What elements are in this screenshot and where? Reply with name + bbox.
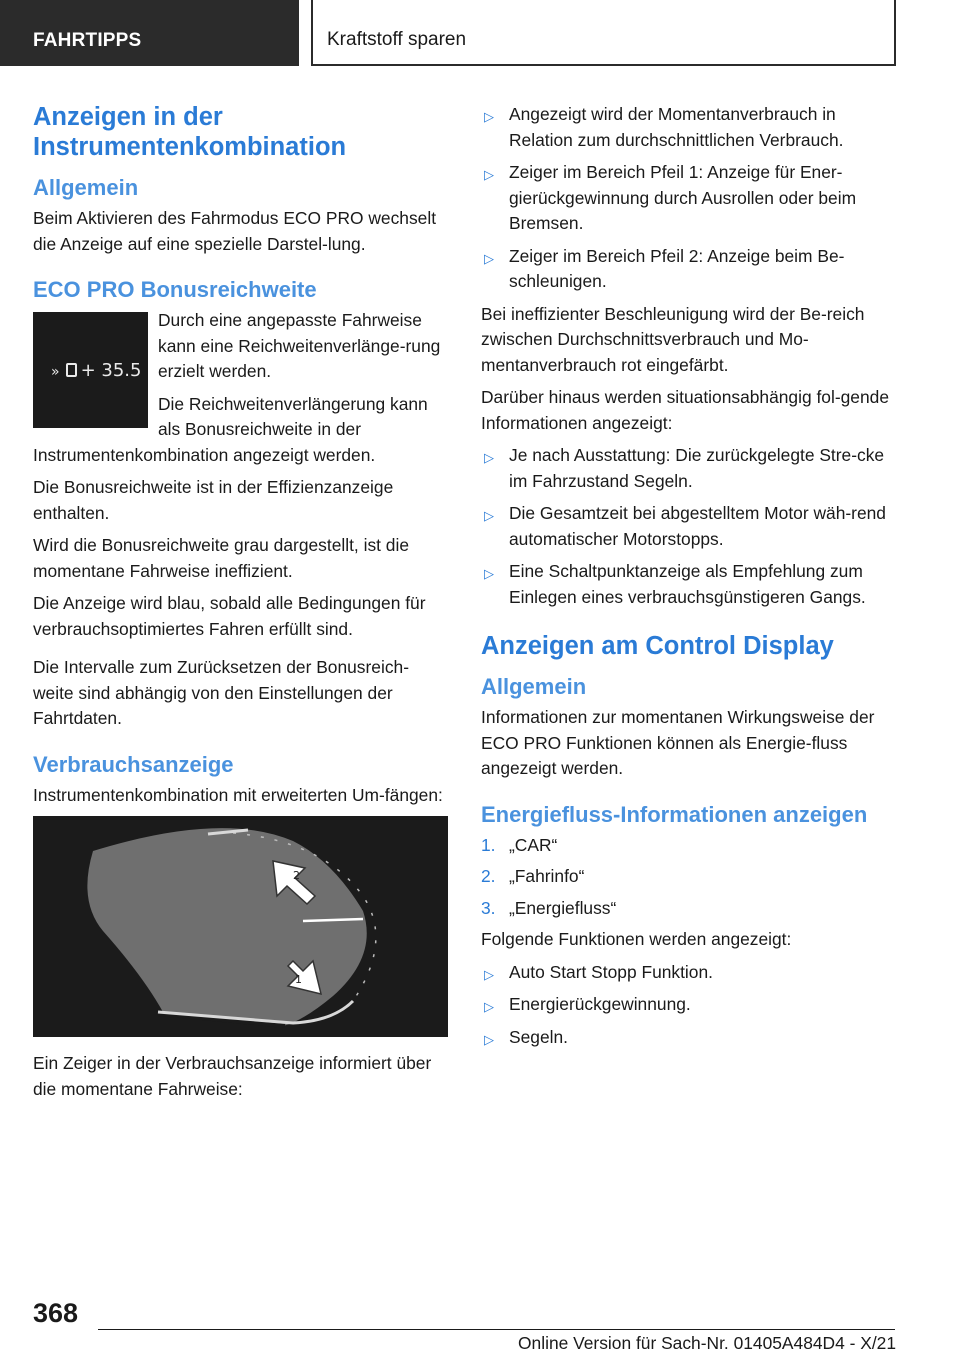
svg-text:1: 1 [295,973,302,986]
triangle-bullet-icon: ▷ [484,999,494,1014]
triangle-bullet-icon: ▷ [484,250,494,266]
step-item: 2. „Fahrinfo“ [481,866,585,886]
fuel-pump-icon [66,363,77,377]
triangle-bullet-icon: ▷ [484,450,494,465]
heading-control-display: Anzeigen am Control Display [481,632,834,660]
paragraph: Wird die Bonusreichweite grau dargestellt, ist die momentane Fahrweise ineffizient. [33,535,410,581]
paragraph: Darüber hinaus werden situationsabhängig fol-gende Informationen angezeigt: [481,387,889,433]
left-column [33,102,448,1109]
chapter-title: Kraftstoff sparen [311,0,896,66]
list-item: ▷ Die Gesamtzeit bei abgestelltem Motor wäh-rend automatischer Motorstopps. [484,503,886,549]
list-item: ▷ Auto Start Stopp Funktion. [481,960,896,986]
consumption-gauge-image [33,816,448,1037]
bonus-range-value: + 35.5 [80,360,142,381]
list-item: ▷ Angezeigt wird der Momentanverbrauch in Relation zum durchschnittlichen Verbrauch. [484,104,844,150]
triangle-bullet-icon: ▷ [484,508,494,523]
heading-bonus-range: ECO PRO Bonusreichweite [33,277,317,302]
page-number: 368 [33,1298,79,1328]
chevron-right-icon: » [51,364,60,380]
paragraph: Beim Aktivieren des Fahrmodus ECO PRO wechselt die Anzeige auf eine spezielle Darstel-lung. [33,208,437,254]
triangle-bullet-icon: ▷ [484,1031,494,1047]
svg-text:2: 2 [293,869,300,882]
paragraph: Die Intervalle zum Zurücksetzen der Bonusreich-weite sind abhängig von den Einstellungen der Fahrtdaten. [33,657,409,728]
list-item: ▷ Zeiger im Bereich Pfeil 1: Anzeige für Ener-gierückgewinnung durch Ausrollen oder beim Bremsen. [484,162,857,233]
bonus-section [33,308,448,475]
list-item: ▷ Segeln. [481,1025,896,1051]
page-header [0,0,960,66]
paragraph: Folgende Funktionen werden angezeigt: [481,929,792,949]
step-item: 1. „CAR“ [481,834,558,855]
paragraph: Durch eine angepasste Fahrweise kann eine Reichweitenverlänge-rung erzielt werden. [158,310,441,381]
bonus-range-image [33,312,148,428]
paragraph: Die Bonusreichweite ist in der Effizienzanzeige enthalten. [33,477,394,523]
triangle-bullet-icon: ▷ [484,167,494,182]
heading-energy-flow: Energiefluss-Informationen anzeigen [481,801,868,827]
list-item: ▷ Je nach Ausstattung: Die zurückgelegte Stre-cke im Fahrzustand Segeln. [484,445,885,491]
triangle-bullet-icon: ▷ [484,566,494,581]
heading-allgemein: Allgemein [33,175,139,200]
triangle-bullet-icon: ▷ [484,966,494,982]
gauge-illustration [33,816,448,1037]
paragraph: Informationen zur momentanen Wirkungsweise der ECO PRO Funktionen können als Energie-fluss angezeigt werden. [481,707,875,778]
section-tab: FAHRTIPPS [0,0,299,66]
step-item: 3. „Energiefluss“ [481,897,617,918]
triangle-bullet-icon: ▷ [484,109,494,124]
paragraph: Die Reichweitenverlängerung kann als Bonusreichweite in der Instrumentenkombination angezeigt werden. [33,393,428,465]
heading-allgemein: Allgemein [481,674,587,699]
footer-divider [98,1329,895,1330]
heading-instrument-cluster: Anzeigen in der Instrumentenkombination [33,103,347,161]
paragraph: Instrumentenkombination mit erweiterten Um-fängen: [33,784,443,805]
online-version-link[interactable]: Online Version für Sach-Nr. 01405A484D4 - X/21 [518,1333,896,1353]
list-item: ▷ Eine Schaltpunktanzeige als Empfehlung zum Einlegen eines verbrauchsgünstigeren Gangs. [484,561,866,607]
paragraph: Die Anzeige wird blau, sobald alle Bedingungen für verbrauchsoptimiertes Fahren erfüllt sind. [33,593,426,639]
paragraph: Ein Zeiger in der Verbrauchsanzeige informiert über die momentane Fahrweise: [33,1053,432,1099]
right-column [481,102,896,1057]
list-item: ▷ Energierückgewinnung. [481,992,896,1018]
heading-consumption-display: Verbrauchsanzeige [33,751,234,777]
paragraph: Bei ineffizienter Beschleunigung wird der Be-reich zwischen Durchschnittsverbrauch und Mo-mentanverbrauch rot eingefärbt. [481,303,865,375]
list-item: ▷ Zeiger im Bereich Pfeil 2: Anzeige beim Be-schleunigen. [484,245,845,291]
